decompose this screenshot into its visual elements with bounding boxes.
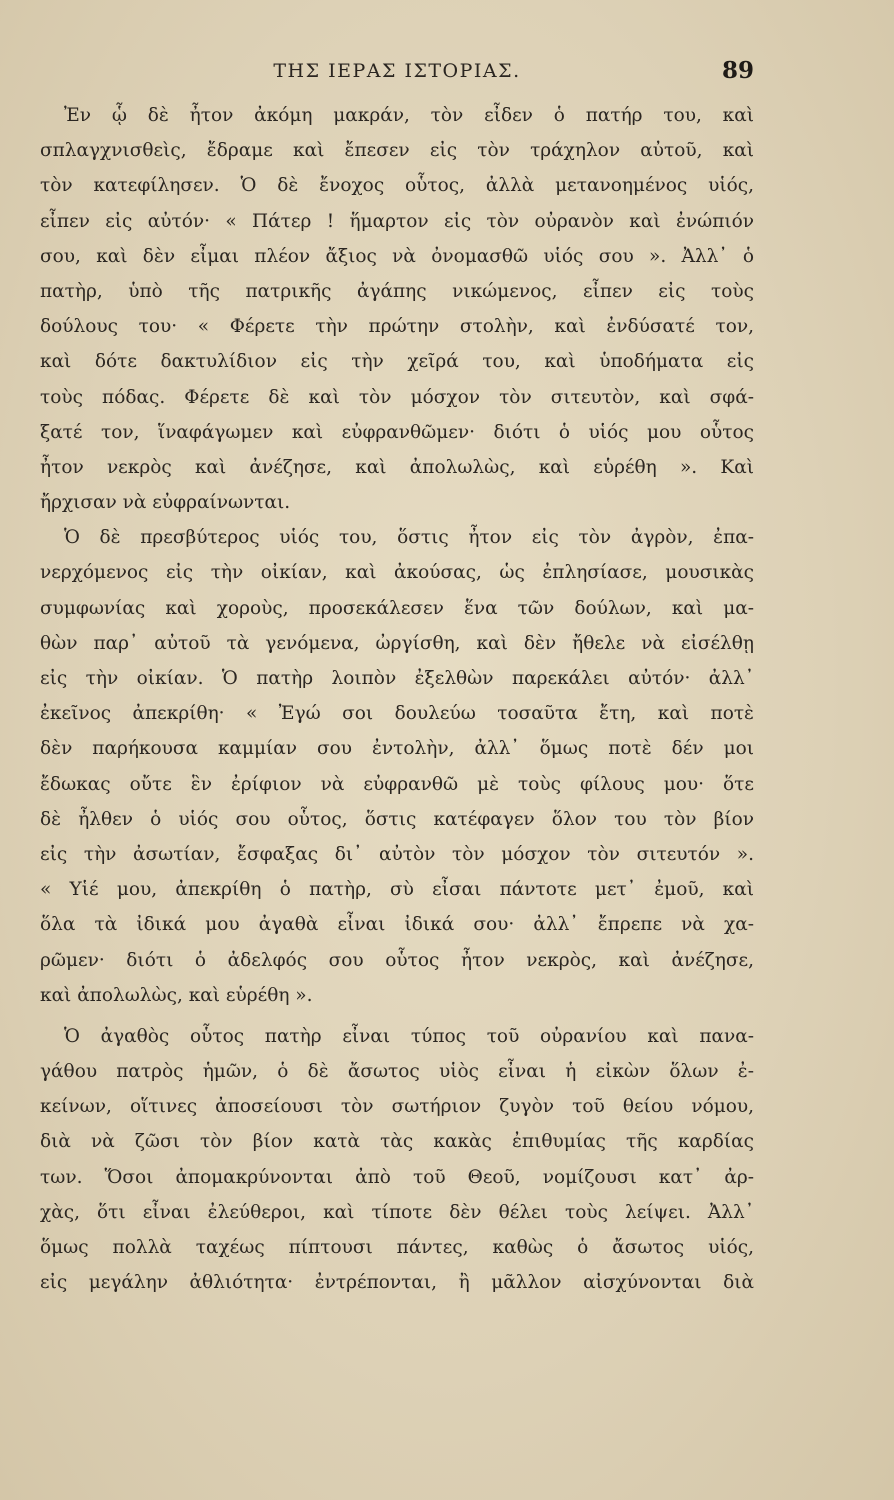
text-line: σου, καὶ δὲν εἶμαι πλέον ἄξιος νὰ ὀνομασθῶ υἱός σου ». Ἀλλ᾽ ὁ — [40, 245, 754, 267]
page-number: 89 — [721, 57, 754, 84]
text-line: δούλους του· « Φέρετε τὴν πρώτην στολὴν, καὶ ἐνδύσατέ τον, — [40, 316, 754, 338]
text-line: συμφωνίας καὶ χοροὺς, προσεκάλεσεν ἕνα τῶν δούλων, καὶ μα- — [40, 597, 754, 619]
text-line: ἔδωκας οὔτε ἓν ἐρίφιον νὰ εὐφρανθῶ μὲ τοὺς φίλους μου· ὅτε — [40, 773, 754, 795]
text-line: τὸν κατεφίλησεν. Ὁ δὲ ἔνοχος οὗτος, ἀλλὰ μετανοημένος υἱός, — [40, 175, 754, 197]
text-line: νερχόμενος εἰς τὴν οἰκίαν, καὶ ἀκούσας, ὡς ἐπλησίασε, μουσικὰς — [40, 562, 754, 584]
text-line: εἰς τὴν οἰκίαν. Ὁ πατὴρ λοιπὸν ἐξελθὼν παρεκάλει αὐτόν· ἀλλ᾽ — [40, 668, 754, 689]
text-line: ἐκεῖνος ἀπεκρίθη· « Ἐγώ σοι δουλεύω τοσαῦτα ἔτη, καὶ ποτὲ — [40, 703, 754, 725]
text-line: ὅλα τὰ ἰδικά μου ἀγαθὰ εἶναι ἰδικά σου· ἀλλ᾽ ἔπρεπε νὰ χα- — [40, 914, 754, 936]
paragraph-3 — [40, 1019, 754, 1301]
paragraph-1 — [40, 98, 754, 520]
text-line: τοὺς πόδας. Φέρετε δὲ καὶ τὸν μόσχον τὸν σιτευτὸν, καὶ σφά- — [40, 386, 754, 408]
text-line: καὶ δότε δακτυλίδιον εἰς τὴν χεῖρά του, καὶ ὑποδήματα εἰς — [40, 351, 754, 373]
text-line: χὰς, ὅτι εἶναι ἐλεύθεροι, καὶ τίποτε δὲν θέλει τοὺς λείψει. Ἀλλ᾽ — [40, 1201, 754, 1223]
text-line: γάθου πατρὸς ἡμῶν, ὁ δὲ ἄσωτος υἱὸς εἶναι ἡ εἰκὼν ὅλων ἐ- — [40, 1061, 754, 1083]
text-line: σπλαγχνισθεὶς, ἔδραμε καὶ ἔπεσεν εἰς τὸν τράχηλον αὐτοῦ, καὶ — [40, 140, 754, 162]
text-line: διὰ νὰ ζῶσι τὸν βίον κατὰ τὰς κακὰς ἐπιθυμίας τῆς καρδίας — [40, 1131, 754, 1153]
text-line: ἦτον νεκρὸς καὶ ἀνέζησε, καὶ ἀπολωλὼς, καὶ εὑρέθη ». Καὶ — [40, 456, 754, 478]
text-line: ρῶμεν· διότι ὁ ἀδελφός σου οὗτος ἦτον νεκρὸς, καὶ ἀνέζησε, — [40, 949, 754, 971]
text-line: Ἐν ᾧ δὲ ἦτον ἀκόμη μακράν, τὸν εἶδεν ὁ πατήρ του, καὶ — [64, 105, 754, 126]
paragraph-2 — [40, 520, 754, 1013]
body-text — [40, 98, 754, 1300]
text-line: των. Ὅσοι ἀπομακρύνονται ἀπὸ τοῦ Θεοῦ, νομίζουσι κατ᾽ ἀρ- — [40, 1166, 754, 1188]
text-line: ξατέ τον, ἵναφάγωμεν καὶ εὐφρανθῶμεν· διότι ὁ υἱός μου οὗτος — [40, 421, 754, 443]
text-line: εἰς τὴν ἀσωτίαν, ἔσφαξας δι᾽ αὐτὸν τὸν μόσχον τὸν σιτευτόν ». — [40, 843, 754, 865]
text-line: δὲ ἦλθεν ὁ υἱός σου οὗτος, ὅστις κατέφαγεν ὅλον του τὸν βίον — [40, 808, 754, 830]
text-line: δὲν παρήκουσα καμμίαν σου ἐντολὴν, ἀλλ᾽ ὅμως ποτὲ δέν μοι — [40, 738, 754, 760]
text-line: ὅμως πολλὰ ταχέως πίπτουσι πάντες, καθὼς ὁ ἄσωτος υἱός, — [40, 1237, 754, 1258]
text-line: « Υἱέ μου, ἀπεκρίθη ὁ πατὴρ, σὺ εἶσαι πάντοτε μετ᾽ ἐμοῦ, καὶ — [40, 879, 754, 901]
text-line: καὶ ἀπολωλὼς, καὶ εὑρέθη ». — [40, 984, 313, 1006]
running-title: ΤΗΣ ΙΕΡΑΣ ΙΣΤΟΡΙΑΣ. — [273, 60, 521, 82]
text-line: Ὁ ἀγαθὸς οὗτος πατὴρ εἶναι τύπος τοῦ οὐρανίου καὶ πανα- — [64, 1025, 754, 1047]
text-line: εἰς μεγάλην ἀθλιότητα· ἐντρέπονται, ἢ μᾶλλον αἰσχύνονται διὰ — [40, 1272, 754, 1294]
text-line: θὼν παρ᾽ αὐτοῦ τὰ γενόμενα, ὠργίσθη, καὶ δὲν ἤθελε νὰ εἰσέλθῃ — [40, 632, 754, 654]
running-header — [40, 57, 754, 90]
text-line: εἶπεν εἰς αὐτόν· « Πάτερ ! ἥμαρτον εἰς τὸν οὐρανὸν καὶ ἐνώπιόν — [40, 210, 754, 232]
text-line: Ὁ δὲ πρεσβύτερος υἱός του, ὅστις ἦτον εἰς τὸν ἀγρὸν, ἐπα- — [64, 527, 754, 549]
text-line: πατὴρ, ὑπὸ τῆς πατρικῆς ἀγάπης νικώμενος, εἶπεν εἰς τοὺς — [40, 280, 754, 302]
text-line: κείνων, οἵτινες ἀποσείουσι τὸν σωτήριον ζυγὸν τοῦ θείου νόμου, — [40, 1096, 754, 1118]
text-line: ἤρχισαν νὰ εὐφραίνωνται. — [40, 492, 291, 514]
